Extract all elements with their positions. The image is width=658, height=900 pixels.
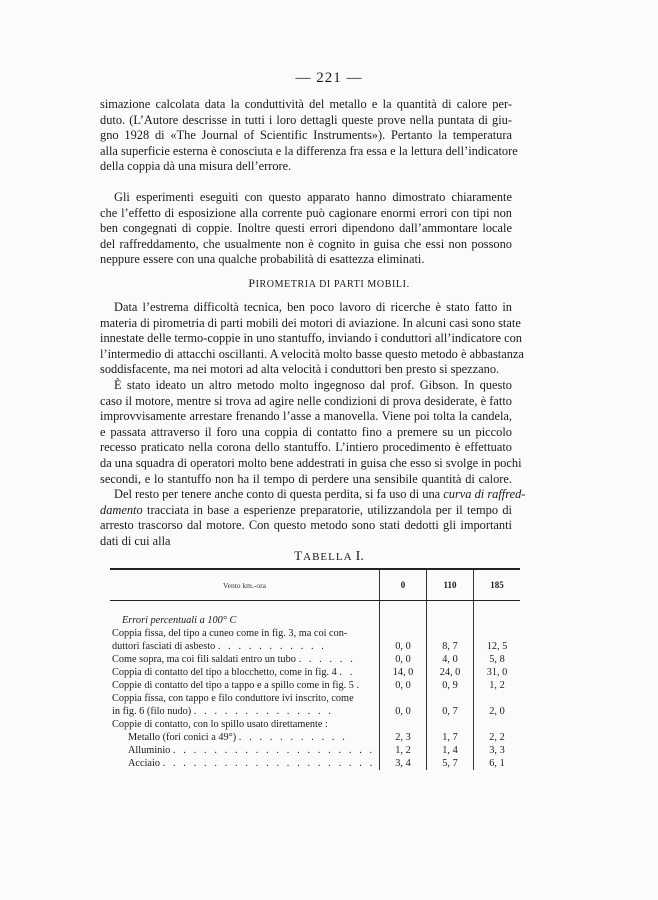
cell-value: 14, 0 <box>380 666 427 679</box>
table-row <box>110 679 520 692</box>
cell-value: 1, 7 <box>427 731 474 744</box>
cell-value: 2, 3 <box>380 731 427 744</box>
text-segment: tracciata in base a esperienze preparatorie, utilizzandola per il tempo di <box>147 502 512 517</box>
cell-value: 5, 8 <box>474 653 521 666</box>
cell-value: 8, 7 <box>427 627 474 653</box>
page-number: — 221 — <box>295 70 363 86</box>
row-label-line: duttori fasciati di asbesto <box>112 641 216 652</box>
cell-value: 2, 2 <box>474 731 521 744</box>
leader-dots: . . . . . . . . . . . . . . . . . . . . <box>172 745 375 756</box>
row-label <box>110 744 380 757</box>
cell-value: 0, 0 <box>380 627 427 653</box>
text-line: neppure essere con una qualche probabilità di esattezza eliminati. <box>100 252 425 267</box>
row-label-line: Come sopra, ma coi fili saldati entro un tubo <box>112 654 296 665</box>
row-label <box>110 692 380 718</box>
cell-value: 0, 0 <box>380 679 427 692</box>
heading-rest: IROMETRIA DI PARTI MOBILI. <box>255 279 410 290</box>
heading-initial: P <box>248 276 256 290</box>
cell-value: 0, 0 <box>380 653 427 666</box>
text-line: dati di cui alla <box>100 533 171 548</box>
row-label <box>110 757 380 770</box>
cell-value: 5, 7 <box>427 757 474 770</box>
table-header-row <box>110 569 520 601</box>
leader-dots: . . . . . . . . . . . <box>238 732 348 743</box>
row-label-line: Coppia fissa, con tappo e filo conduttore ivi inscrito, come <box>112 693 354 704</box>
leader-dots: . . . . . . . . . . . . . . <box>193 706 334 717</box>
cell-value: 24, 0 <box>427 666 474 679</box>
text-line: materia di pirometria di parti mobili dei motori di aviazione. In alcuni casi sono state <box>100 315 521 330</box>
table-subrow <box>110 731 520 744</box>
section-label: Errori percentuali a 100° C <box>122 615 237 626</box>
text-line: caso il motore, mentre si trova ad agire nelle condizioni di prova desiderate, è fatto <box>100 393 512 408</box>
text-line: Gli esperimenti eseguiti con questo apparato hanno dimostrato chiaramente <box>114 190 512 204</box>
table-row <box>110 718 520 731</box>
cell-value: 31, 0 <box>474 666 521 679</box>
paragraph-1 <box>100 97 518 175</box>
text-line: secondi, e lo stantuffo non ha il tempo di perdere una sensibile quantità di calore. <box>100 471 512 486</box>
table-title-rest: ABELLA <box>303 551 352 563</box>
text-line: e passata attraverso il foro una coppia di contatto fino a premere su un piccolo <box>100 424 512 439</box>
header-label: Vento km.-ora <box>110 569 380 601</box>
row-label-line: Coppie di contatto, con lo spillo usato direttamente : <box>112 719 328 730</box>
row-label-line: Coppia di contatto del tipo a blocchetto, come in fig. 4 <box>112 667 337 678</box>
cell-value: 0, 7 <box>427 692 474 718</box>
row-label-line: Coppia fissa, del tipo a cuneo come in fig. 3, ma coi con- <box>112 628 348 639</box>
table-section-row <box>110 607 520 627</box>
text-line: alla superficie esterna è conosciuta e la differenza fra essa e la lettura dell’indicatore <box>100 143 518 158</box>
text-line: soddisfacente, ma nei motori ad alta velocità i conduttori ben presto si spezzano. <box>100 362 500 377</box>
column-header: 185 <box>474 569 521 601</box>
text-line: recesso praticato nella corona dello stantuffo. L’intiero procedimento è effettuato <box>100 440 512 455</box>
row-label <box>110 653 380 666</box>
text-line: Data l’estrema difficoltà tecnica, ben poco lavoro di ricerche è stato fatto in <box>114 300 512 314</box>
table-title-initial: T <box>294 548 304 563</box>
text-segment: Del resto per tenere anche conto di questa perdita, si fa uso di una <box>114 487 441 502</box>
paragraph-3 <box>100 300 526 550</box>
cell-value: 0, 9 <box>427 679 474 692</box>
table-subrow <box>110 757 520 770</box>
leader-dots: . . . . . . . . . . . <box>217 641 327 652</box>
text-line: innestate delle termo-coppie in uno stantuffo, inviando i conduttori all’indicatore con <box>100 331 522 346</box>
row-label-line: Alluminio <box>128 745 171 756</box>
table-title <box>0 548 658 565</box>
text-line: gno 1928 di «The Journal of Scientific Instruments»). Pertanto la temperatura <box>100 128 512 143</box>
row-label <box>110 679 380 692</box>
italic-term: damento <box>100 502 143 517</box>
text-line: simazione calcolata data la conduttività del metallo e la quantità di calore per- <box>100 97 512 111</box>
cell-value: 2, 0 <box>474 692 521 718</box>
table-row <box>110 627 520 653</box>
row-label <box>110 731 380 744</box>
leader-dots: . . . . . . <box>298 654 356 665</box>
table-row <box>110 692 520 718</box>
table-row <box>110 666 520 679</box>
text-line: È stato ideato un altro metodo molto ingegnoso dal prof. Gibson. In questo <box>114 377 512 392</box>
leader-dots: . . <box>339 667 355 678</box>
cell-value: 4, 0 <box>427 653 474 666</box>
row-label-line: Acciaio <box>128 758 161 769</box>
text-line: improvvisamente arrestare frenando l’asse a manovella. Viene poi tolta la candela, <box>100 409 512 424</box>
cell-value: 12, 5 <box>474 627 521 653</box>
table-subrow <box>110 744 520 757</box>
text-line: l’intermedio di attacchi oscillanti. A velocità molto basse questo metodo è abbastanza <box>100 346 524 361</box>
row-label-line: Metallo (fori conici a 49°) <box>128 732 237 743</box>
text-line: da una squadra di operatori molto bene addestrati in guisa che esso si svolge in pochi <box>100 455 522 470</box>
text-line: arresto trascorso dal motore. Con questo metodo sono stati dedotti gli importanti <box>100 518 512 533</box>
cell-value: 1, 4 <box>427 744 474 757</box>
text-line <box>100 503 512 519</box>
row-label <box>110 627 380 653</box>
row-label-line: in fig. 6 (filo nudo) <box>112 706 192 717</box>
row-label-line: Coppie di contatto del tipo a tappo e a spillo come in fig. 5 <box>112 680 354 691</box>
row-label <box>110 718 380 731</box>
table-row <box>110 653 520 666</box>
cell-value: 1, 2 <box>474 679 521 692</box>
data-table <box>110 568 520 770</box>
text-line: del raffreddamento, che usualmente non è cognito in guisa che essi non possono <box>100 236 512 251</box>
column-header: 110 <box>427 569 474 601</box>
text-line: della coppia dà una misura dell’errore. <box>100 159 292 174</box>
text-line <box>100 487 526 503</box>
column-header: 0 <box>380 569 427 601</box>
text-line: ben congegnati di coppie. Inoltre questi errori dipendono dall’ammontare locale <box>100 221 512 236</box>
cell-value: 1, 2 <box>380 744 427 757</box>
leader-dots: . <box>356 680 362 691</box>
text-line: duto. (L’Autore descrisse in tutti i loro dettagli queste prove nella puntata di giu- <box>100 112 512 127</box>
paragraph-2 <box>100 190 512 268</box>
cell-value: 3, 3 <box>474 744 521 757</box>
cell-value: 3, 4 <box>380 757 427 770</box>
cell-value: 0, 0 <box>380 692 427 718</box>
section-heading <box>0 276 658 291</box>
leader-dots: . . . . . . . . . . . . . . . . . . . . . <box>162 758 375 769</box>
row-label <box>110 666 380 679</box>
table-title-number: I. <box>355 549 364 564</box>
cell-value: 6, 1 <box>474 757 521 770</box>
text-line: che l’effetto di esposizione alla corrente può cagionare enormi errori con tipi non <box>100 205 512 220</box>
italic-term: curva di raffred- <box>443 487 526 502</box>
